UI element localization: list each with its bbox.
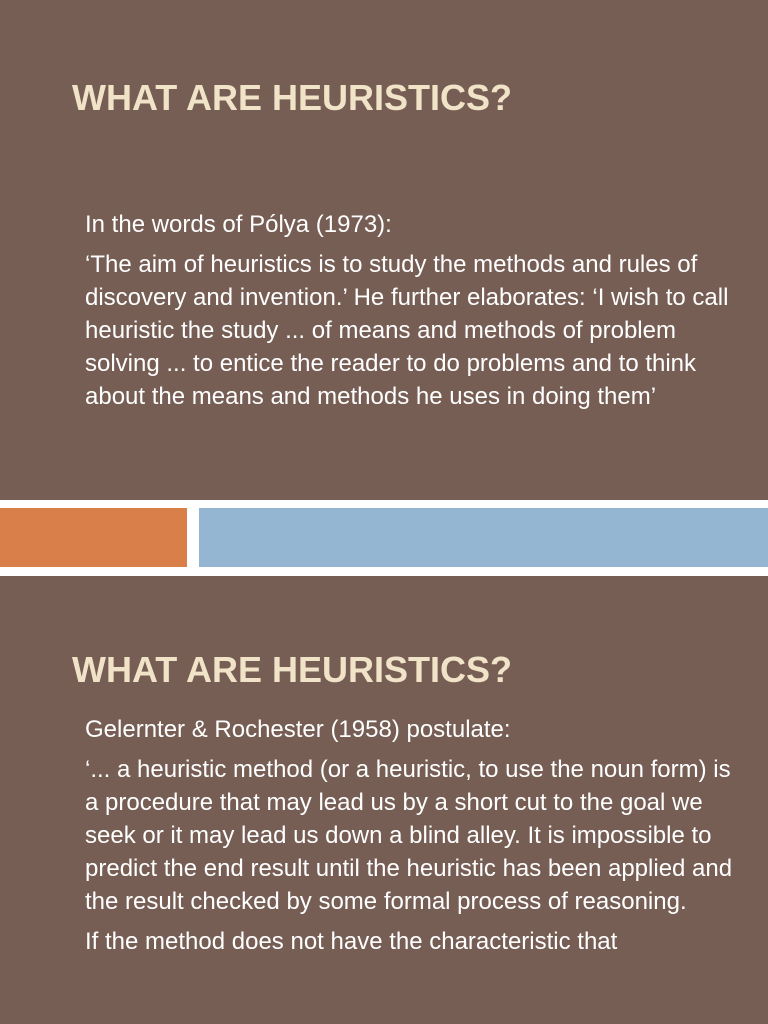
slide-title: WHAT ARE HEURISTICS? <box>72 649 512 690</box>
blue-accent-bar <box>199 508 768 567</box>
slide-1 <box>0 0 768 500</box>
slide-title: WHAT ARE HEURISTICS? <box>72 77 512 118</box>
slide-paragraph: If the method does not have the characteristic that <box>85 928 618 955</box>
slide-paragraph: Gelernter & Rochester (1958) postulate: <box>85 716 511 743</box>
slide-paragraph: In the words of Pólya (1973): <box>85 211 392 238</box>
slide-paragraph: ‘The aim of heuristics is to study the methods and rules of discovery and invention.’ He further elaborates: ‘I wish to call heuristic the study ... of means and methods of problem solving ... to entice the reader to do problems and to think about the means and methods he uses in doing them’ <box>85 251 729 410</box>
slide-body <box>85 208 745 420</box>
slide-body <box>85 713 745 965</box>
orange-accent-bar <box>0 508 187 567</box>
slide-paragraph: ‘... a heuristic method (or a heuristic, to use the noun form) is a procedure that may lead us by a short cut to the goal we seek or it may lead us down a blind alley. It is impossible to predict the end result until the heuristic has been applied and the result checked by some formal process of reasoning. <box>85 756 733 915</box>
slide-2 <box>0 576 768 1024</box>
slide-separator <box>0 500 768 576</box>
